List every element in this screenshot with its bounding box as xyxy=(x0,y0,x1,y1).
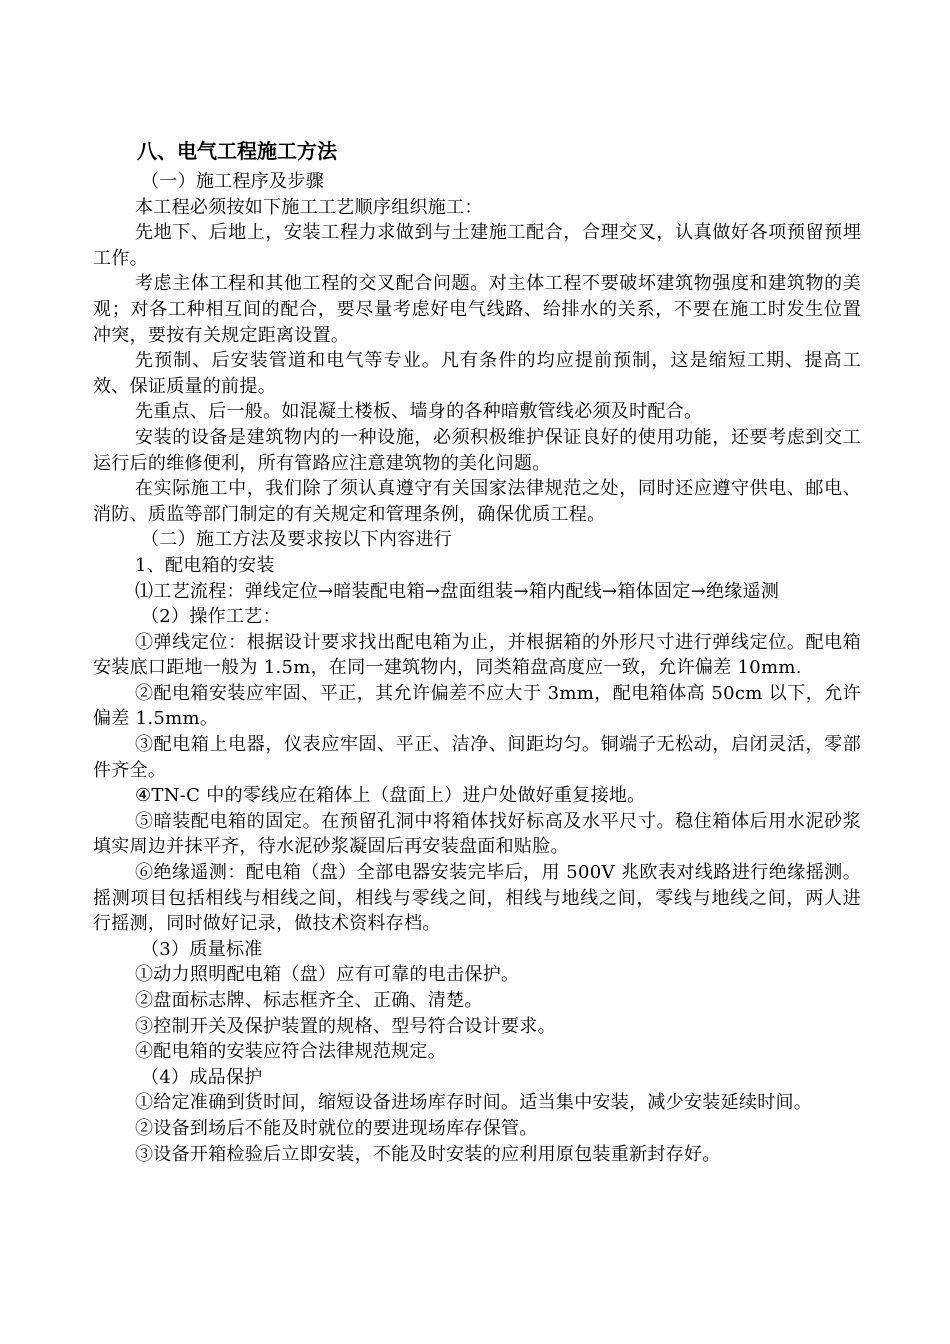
paragraph: 先地下、后地上，安装工程力求做到与土建施工配合，合理交叉，认真做好各项预留预埋工作。 xyxy=(93,222,861,269)
subitem-heading: （3）质量标准 xyxy=(141,938,263,960)
paragraph: 在实际施工中，我们除了须认真遵守有关国家法律规范之处，同时还应遵守供电、邮电、消防、质监等部门制定的有关规定和管理条例，确保优质工程。 xyxy=(93,478,861,525)
list-item: ⑤暗装配电箱的固定。在预留孔洞中将箱体找好标高及水平尺寸。稳住箱体后用水泥砂浆填实周边并抹平齐，待水泥砂浆凝固后再安装盘面和贴脸。 xyxy=(93,810,861,858)
paragraph: 安装的设备是建筑物内的一种设施，必须积极维护保证良好的使用功能，还要考虑到交工运行后的维修便利，所有管路应注意建筑物的美化问题。 xyxy=(93,426,861,474)
paragraph: 先预制、后安装管道和电气等专业。凡有条件的均应提前预制，这是缩短工期、提高工效、保证质量的前提。 xyxy=(93,350,861,397)
list-item: ②盘面标志牌、标志框齐全、正确、清楚。 xyxy=(135,990,483,1011)
list-item: ①动力照明配电箱（盘）应有可靠的电击保护。 xyxy=(135,964,520,986)
subsection-heading: （一）施工程序及步骤 xyxy=(141,171,324,192)
document-body xyxy=(93,131,861,1167)
paragraph: ⑴工艺流程：弹线定位→暗装配电箱→盘面组装→箱内配线→箱体固定→绝缘遥测 xyxy=(135,580,780,602)
list-item: ④配电箱的安装应符合法律规范规定。 xyxy=(135,1041,447,1063)
paragraph: 本工程必须按如下施工工艺顺序组织施工： xyxy=(135,196,483,218)
section-heading: 八、电气工程施工方法 xyxy=(137,139,337,163)
list-item: ③设备开箱检验后立即安装，不能及时安装的应利用原包装重新封存好。 xyxy=(135,1143,721,1165)
subitem-heading: （4）成品保护 xyxy=(141,1066,263,1088)
list-item: ②设备到场后不能及时就位的要进现场库存保管。 xyxy=(135,1117,538,1139)
item-heading: 1、配电箱的安装 xyxy=(135,554,275,576)
subsection-heading: （二）施工方法及要求按以下内容进行 xyxy=(141,529,453,551)
list-item: ②配电箱安装应牢固、平正，其允许偏差不应大于 3mm，配电箱体高 50cm 以下，允许偏差 1.5mm。 xyxy=(93,682,861,730)
list-item: ④TN-C 中的零线应在箱体上（盘面上）进户处做好重复接地。 xyxy=(135,785,646,807)
list-item: ⑥绝缘遥测：配电箱（盘）全部电器安装完毕后，用 500V 兆欧表对线路进行绝缘摇测。摇测项目包括相线与相线之间，相线与零线之间，相线与地线之间，零线与地线之间，两人进行摇测，同时做好记录，做技术资料存档。 xyxy=(93,862,861,935)
paragraph: 先重点、后一般。如混凝土楼板、墙身的各种暗敷管线必须及时配合。 xyxy=(135,401,703,423)
list-item: ③控制开关及保护装置的规格、型号符合设计要求。 xyxy=(135,1015,556,1037)
subitem-heading: （2）操作工艺： xyxy=(141,606,281,628)
list-item: ①给定准确到货时间，缩短设备进场库存时间。适当集中安装，减少安装延续时间。 xyxy=(135,1092,813,1114)
paragraph: 考虑主体工程和其他工程的交叉配合问题。对主体工程不要破坏建筑物强度和建筑物的美观；对各工种相互间的配合，要尽量考虑好电气线路、给排水的关系，不要在施工时发生位置冲突，要按有关规定距离设置。 xyxy=(93,273,861,346)
list-item: ①弹线定位：根据设计要求找出配电箱为止，并根据箱的外形尺寸进行弹线定位。配电箱安装底口距地一般为 1.5m，在同一建筑物内，同类箱盘高度应一致，允许偏差 10mm. xyxy=(93,631,861,679)
list-item: ③配电箱上电器，仪表应牢固、平正、洁净、间距均匀。铜端子无松动，启闭灵活，零部件齐全。 xyxy=(93,734,861,781)
